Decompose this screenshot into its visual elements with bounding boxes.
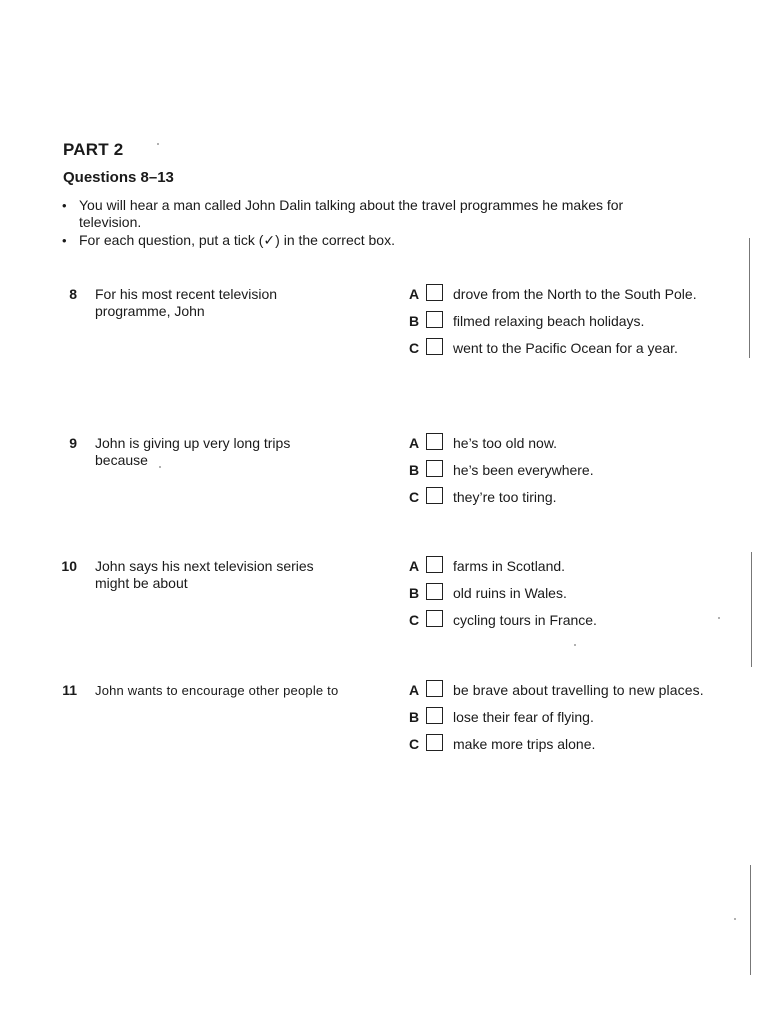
option-text: he’s too old now. (453, 435, 558, 451)
answer-options (407, 558, 747, 639)
bullet-icon: • (62, 233, 67, 248)
tick-box[interactable] (426, 556, 443, 573)
tick-box[interactable] (426, 680, 443, 697)
option-a (407, 286, 747, 313)
part-title: PART 2 (63, 140, 124, 159)
tick-box[interactable] (426, 338, 443, 355)
instructions-list (60, 197, 680, 250)
tick-box[interactable] (426, 284, 443, 301)
tick-box[interactable] (426, 583, 443, 600)
answer-options (407, 682, 747, 763)
answer-options (407, 435, 747, 516)
option-b (407, 313, 747, 340)
option-letter: A (408, 682, 420, 698)
option-letter: B (408, 709, 420, 725)
scan-speck (157, 143, 159, 145)
tick-box[interactable] (426, 734, 443, 751)
question-text: John wants to encourage other people to (95, 683, 339, 698)
scan-edge-mark (751, 552, 752, 667)
option-text: went to the Pacific Ocean for a year. (453, 340, 678, 356)
questions-heading: Questions 8–13 (63, 169, 174, 186)
option-b (407, 709, 747, 736)
option-text: old ruins in Wales. (453, 585, 567, 601)
option-b (407, 462, 747, 489)
option-text: filmed relaxing beach holidays. (453, 313, 645, 329)
option-letter: A (408, 558, 420, 574)
option-c (407, 489, 747, 516)
question-number: 9 (69, 435, 77, 451)
tick-box[interactable] (426, 311, 443, 328)
question-text: For his most recent television programme, John (95, 286, 278, 319)
instruction-text: For each question, put a tick (✓) in the correct box. (79, 232, 395, 248)
question-number: 8 (69, 286, 77, 302)
option-text: farms in Scotland. (453, 558, 566, 574)
answer-options (407, 286, 747, 367)
option-text: be brave about travelling to new places. (453, 682, 704, 698)
instruction-item (60, 197, 680, 231)
tick-box[interactable] (426, 610, 443, 627)
option-letter: C (408, 489, 420, 505)
scan-edge-mark (750, 865, 751, 975)
scan-speck (574, 644, 576, 646)
option-letter: B (408, 313, 420, 329)
scan-speck (159, 466, 161, 468)
scan-edge-mark (749, 238, 750, 358)
option-c (407, 340, 747, 367)
option-text: drove from the North to the South Pole. (453, 286, 697, 302)
option-a (407, 682, 747, 709)
option-a (407, 435, 747, 462)
option-text: make more trips alone. (453, 736, 596, 752)
tick-box[interactable] (426, 433, 443, 450)
question-text: John says his next television series might be about (95, 558, 314, 591)
instruction-item (60, 232, 680, 249)
option-letter: A (408, 286, 420, 302)
question-text: John is giving up very long trips because (95, 435, 291, 468)
option-text: he’s been everywhere. (453, 462, 594, 478)
option-letter: C (408, 612, 420, 628)
tick-box[interactable] (426, 460, 443, 477)
option-text: cycling tours in France. (453, 612, 597, 628)
tick-box[interactable] (426, 707, 443, 724)
option-text: lose their fear of flying. (453, 709, 594, 725)
question-number: 10 (61, 558, 77, 574)
scan-speck (718, 617, 720, 619)
question-number: 11 (62, 682, 77, 698)
option-a (407, 558, 747, 585)
option-letter: B (408, 585, 420, 601)
option-letter: C (408, 736, 420, 752)
tick-box[interactable] (426, 487, 443, 504)
option-letter: A (408, 435, 420, 451)
option-text: they’re too tiring. (453, 489, 557, 505)
option-c (407, 612, 747, 639)
option-c (407, 736, 747, 763)
option-letter: B (408, 462, 420, 478)
option-b (407, 585, 747, 612)
instruction-text: You will hear a man called John Dalin talking about the travel programmes he makes for television. (79, 197, 624, 230)
scan-speck (734, 918, 736, 920)
option-letter: C (408, 340, 420, 356)
bullet-icon: • (62, 198, 67, 213)
